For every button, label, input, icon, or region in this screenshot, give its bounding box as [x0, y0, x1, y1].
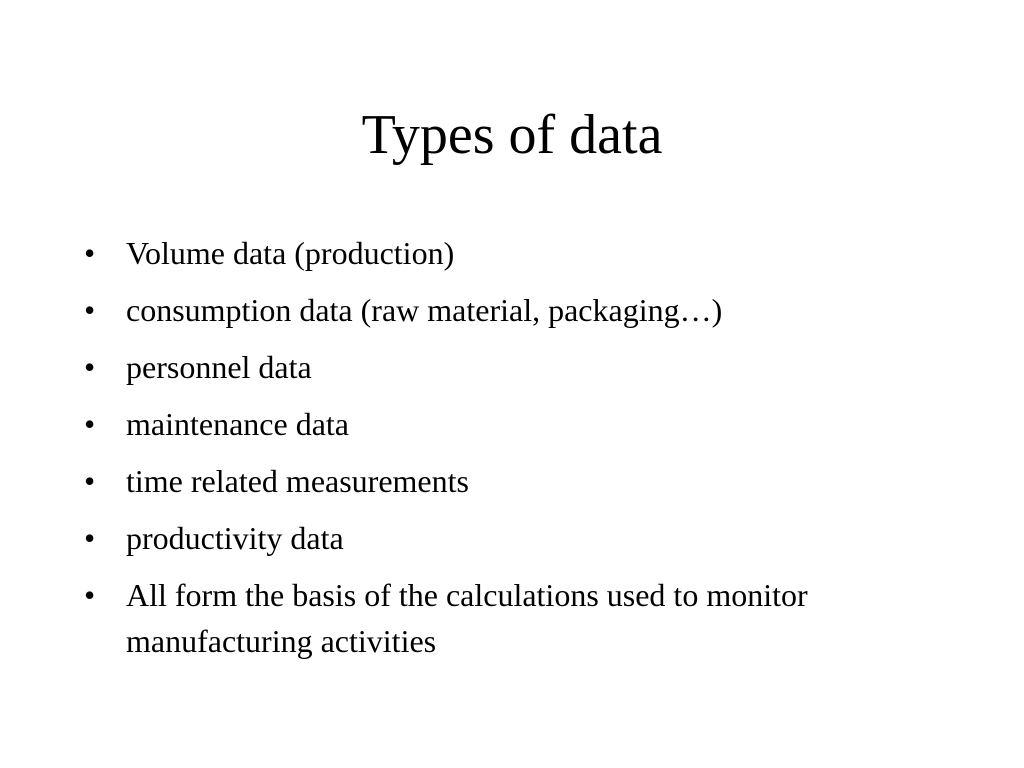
bullet-text: maintenance data [126, 406, 349, 442]
bullet-marker: • [84, 349, 96, 385]
bullet-item [84, 515, 914, 561]
slide-title: Types of data [361, 104, 663, 166]
bullet-item [84, 458, 914, 504]
bullet-text: time related measurements [126, 463, 469, 499]
bullet-marker: • [84, 406, 96, 442]
bullet-marker: • [84, 292, 96, 328]
bullet-text: personnel data [126, 349, 312, 385]
bullet-item [84, 287, 914, 333]
bullet-item [84, 230, 914, 276]
bullet-text: Volume data (production) [126, 235, 455, 271]
bullet-item [84, 572, 914, 664]
bullet-item [84, 401, 914, 447]
bullet-text: consumption data (raw material, packaging…) [126, 292, 723, 328]
bullet-marker: • [84, 520, 96, 556]
bullet-item [84, 344, 914, 390]
bullet-text: productivity data [126, 520, 344, 556]
bullet-marker: • [84, 235, 96, 271]
bullet-list [84, 230, 914, 675]
bullet-marker: • [84, 577, 96, 613]
bullet-text: All form the basis of the calculations used to monitor manufacturing activities [126, 577, 808, 659]
bullet-marker: • [84, 463, 96, 499]
